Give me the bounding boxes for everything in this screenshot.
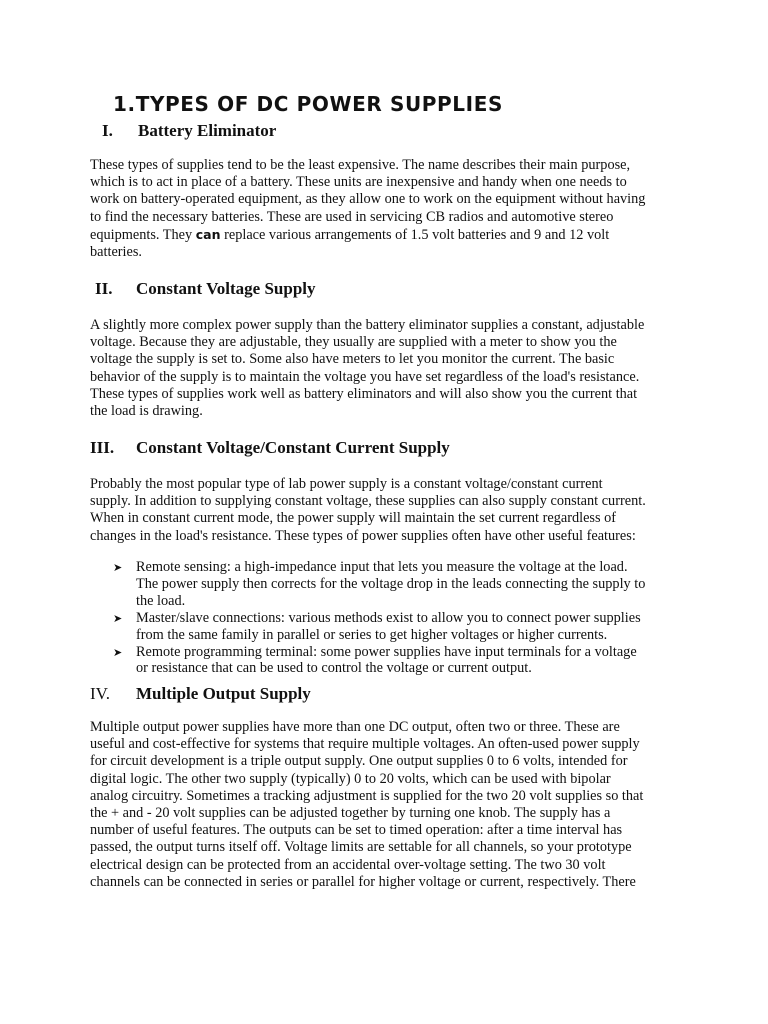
text-line: Remote programming terminal: some power supplies have input terminals for a voltage <box>136 643 637 660</box>
text-line: Probably the most popular type of lab power supply is a constant voltage/constant current <box>90 476 603 492</box>
text-run: replace various arrangements of 1.5 volt batteries and 9 and 12 volt <box>220 226 610 243</box>
text-line: batteries. <box>90 244 143 261</box>
text-line: the load is drawing. <box>90 403 203 420</box>
text-line: or resistance that can be used to control the voltage or current output. <box>136 660 532 677</box>
section-heading-cvcc-supply <box>90 438 450 458</box>
arrowhead-bullet-icon: ➤ <box>113 645 123 659</box>
text-line: the load. <box>136 592 186 609</box>
arrowhead-bullet-icon: ➤ <box>113 561 123 574</box>
text-line: digital logic. The other two supply (typically) 0 to 20 volts, which can be used with bipolar <box>90 770 611 787</box>
text-line: These types of supplies tend to be the least expensive. The name describes their main purpose, <box>90 157 631 173</box>
paragraph-battery-eliminator <box>90 157 690 261</box>
arrowhead-bullet-icon: ➤ <box>113 611 123 625</box>
section-title: Constant Voltage Supply <box>136 279 316 298</box>
features-list <box>113 559 693 677</box>
text-line: useful and cost-effective for systems that require multiple voltages. An often-used power supply <box>90 736 640 753</box>
section-title: Battery Eliminator <box>138 121 277 140</box>
text-line: Remote sensing: a high-impedance input that lets you measure the voltage at the load. <box>136 559 628 575</box>
text-line: to find the necessary batteries. These are used in servicing CB radios and automotive stereo <box>90 208 614 225</box>
text-line: number of useful features. The outputs can be set to timed operation: after a time interval has <box>90 822 623 839</box>
list-item <box>113 644 693 678</box>
text-line: for circuit development is a triple output supply. One output supplies 0 to 6 volts, intended for <box>90 753 628 770</box>
text-line: from the same family in parallel or series to get higher voltages or higher currents. <box>136 626 608 643</box>
text-line: supply. In addition to supplying constant voltage, these supplies can also supply constant current. <box>90 493 646 510</box>
text-line: Master/slave connections: various methods exist to allow you to connect power supplies <box>136 609 641 626</box>
section-heading-constant-voltage-supply <box>95 279 316 299</box>
section-title: Constant Voltage/Constant Current Supply <box>136 438 450 457</box>
text-line: work on battery-operated equipment, as they allow one to work on the equipment without having <box>90 191 646 208</box>
text-line <box>90 226 690 244</box>
text-line: The power supply then corrects for the voltage drop in the leads connecting the supply to <box>136 575 646 592</box>
section-numeral: IV. <box>90 684 110 703</box>
section-heading-battery-eliminator <box>102 121 276 141</box>
list-item <box>113 610 693 644</box>
page-title: 1.TYPES OF DC POWER SUPPLIES <box>113 92 503 116</box>
text-line: electrical design can be protected from an accidental over-voltage setting. The two 30 volt <box>90 856 606 873</box>
text-line: channels can be connected in series or parallel for higher voltage or current, respectively. There <box>90 873 636 890</box>
text-line: A slightly more complex power supply than the battery eliminator supplies a constant, adjustable <box>90 317 645 333</box>
text-line: changes in the load's resistance. These types of power supplies often have other useful features: <box>90 527 636 544</box>
text-line: the + and - 20 volt supplies can be adjusted together by turning one knob. The supply has a <box>90 805 611 822</box>
text-line: When in constant current mode, the power supply will maintain the set current regardless of <box>90 510 617 527</box>
text-line: which is to act in place of a battery. These units are inexpensive and handy when one needs to <box>90 174 627 191</box>
text-run: equipments. They <box>90 226 196 243</box>
paragraph-multiple-output-supply <box>90 719 690 891</box>
text-line: voltage. Because they are adjustable, they usually are supplied with a meter to show you the <box>90 334 617 351</box>
section-heading-multiple-output-supply <box>90 684 311 704</box>
paragraph-cvcc-supply <box>90 476 690 545</box>
section-numeral: II. <box>95 279 113 298</box>
text-run-can: can <box>195 226 221 242</box>
paragraph-constant-voltage-supply <box>90 317 690 420</box>
text-line: passed, the output turns itself off. Voltage limits are settable for all channels, so your prototype <box>90 839 632 856</box>
text-line: analog circuitry. Sometimes a tracking adjustment is supplied for the two 20 volt supplies so that <box>90 787 644 804</box>
text-line: Multiple output power supplies have more than one DC output, often two or three. These are <box>90 719 620 735</box>
text-line: voltage the supply is set to. Some also have meters to let you monitor the current. The basic <box>90 351 615 368</box>
text-line: These types of supplies work well as battery eliminators and will also show you the current that <box>90 385 638 402</box>
list-item <box>113 559 693 610</box>
section-title: Multiple Output Supply <box>136 684 311 703</box>
section-numeral: I. <box>102 121 113 140</box>
text-line: behavior of the supply is to maintain the voltage you have set regardless of the load's resistance. <box>90 368 640 385</box>
section-numeral: III. <box>90 438 115 457</box>
